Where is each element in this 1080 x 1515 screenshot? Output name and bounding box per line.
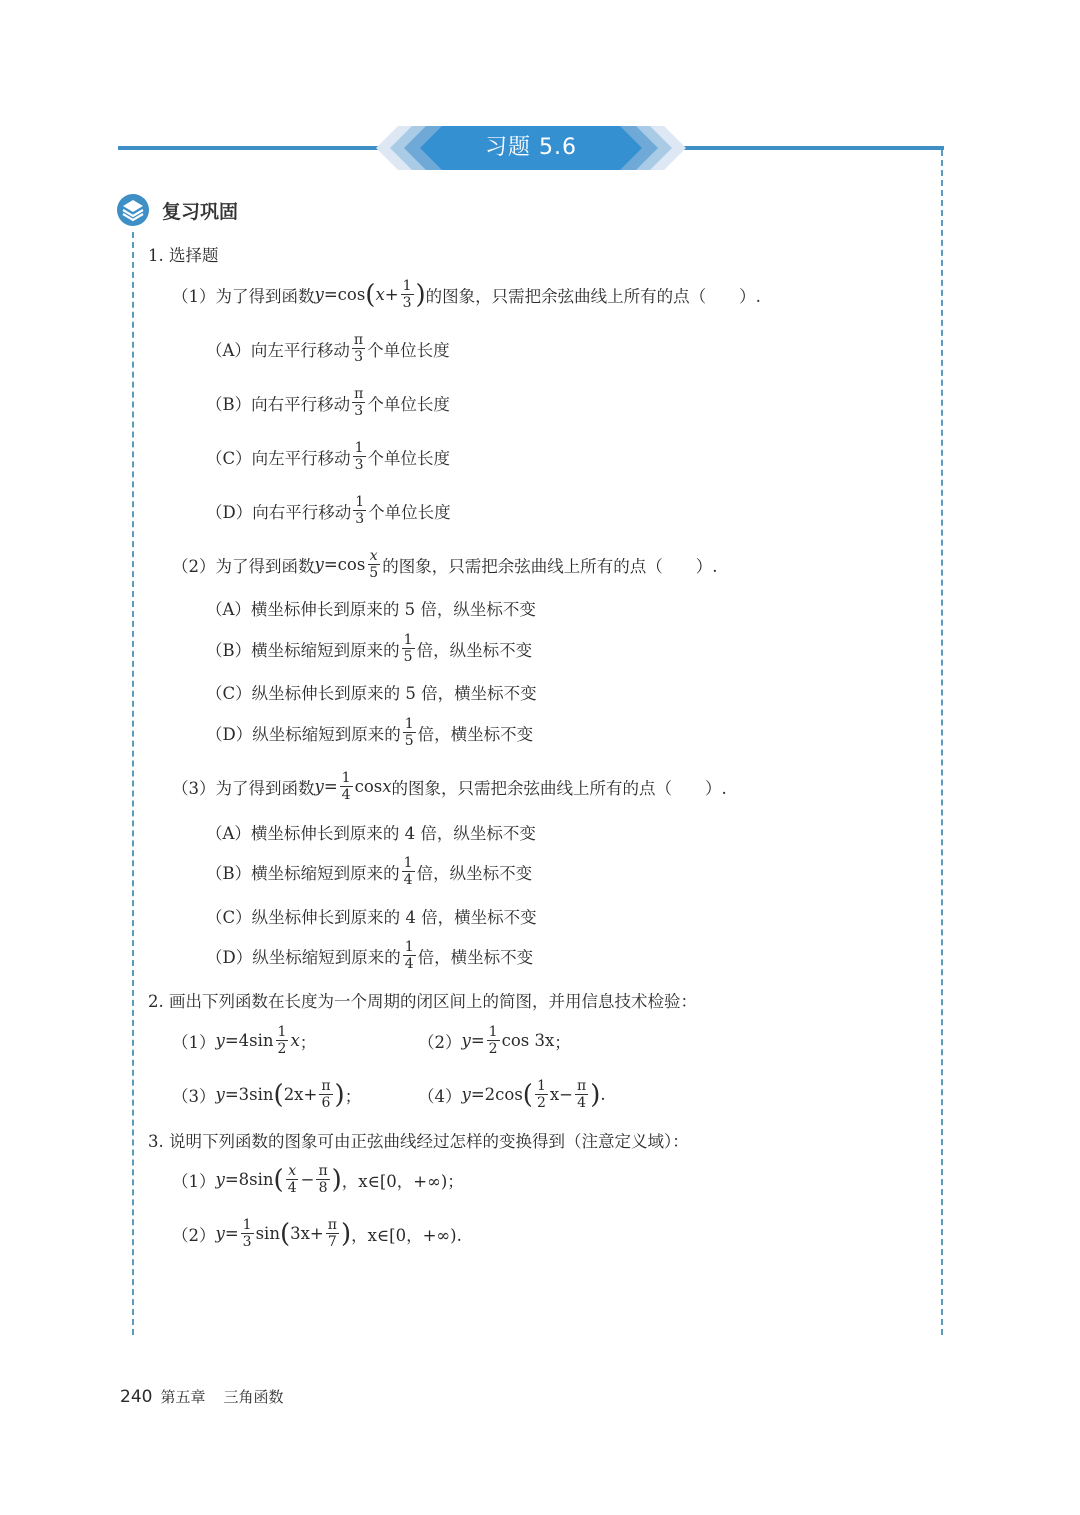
denominator: 3: [354, 403, 364, 419]
question-text: 的图象，只需把余弦曲线上所有的点（ ）.: [391, 778, 727, 798]
numerator: π: [318, 1163, 328, 1179]
numerator: 1: [341, 770, 351, 786]
section-header: [116, 192, 238, 228]
option-text: 向左平行移动: [250, 340, 350, 360]
denominator: 5: [404, 733, 414, 749]
layers-icon: [116, 193, 150, 227]
paren-open: (: [273, 1079, 284, 1110]
option-1-1-d: [206, 494, 451, 527]
option-1-3-c: [206, 904, 537, 928]
option-1-3-d: [206, 939, 533, 972]
question-3-1: [172, 1163, 464, 1196]
numerator: x: [369, 548, 378, 564]
exercise-banner: [376, 126, 686, 170]
math-text: =2cos: [470, 1085, 523, 1104]
option-1-2-b: [206, 632, 532, 665]
paren-open: (: [273, 1164, 284, 1195]
fraction: [575, 1078, 588, 1111]
sub-number: （3）: [172, 778, 216, 798]
question-2-2: [418, 1024, 571, 1057]
paren-close: ): [331, 1164, 342, 1195]
paren-close: ): [334, 1079, 345, 1110]
page-number: 240: [120, 1387, 153, 1407]
question-2-3: [172, 1078, 361, 1111]
denominator: 3: [355, 511, 365, 527]
numerator: π: [327, 1217, 337, 1233]
fraction: [401, 278, 414, 311]
math-text: =3sin: [224, 1085, 274, 1104]
option-text: 个单位长度: [367, 394, 450, 414]
math-text: =: [224, 1224, 239, 1243]
numerator: 1: [488, 1024, 498, 1040]
question-1-3: [172, 770, 727, 803]
question-2-4: [418, 1078, 606, 1111]
question-1-label: [148, 242, 219, 266]
option-text: 倍，横坐标不变: [417, 947, 534, 967]
option-text: 向右平行移动: [251, 394, 351, 414]
fraction: [402, 855, 415, 888]
math-var: y: [215, 1224, 225, 1243]
fraction: [403, 939, 416, 972]
math-op: +: [384, 285, 399, 304]
fraction: [319, 1078, 332, 1111]
numerator: 1: [404, 716, 414, 732]
option-text: 倍，横坐标不变: [417, 724, 534, 744]
question-text: 的图象，只需把余弦曲线上所有的点（ ）.: [425, 286, 761, 306]
numerator: 1: [355, 494, 365, 510]
domain-text: ，x∈[0，+∞).: [351, 1225, 462, 1245]
option-label: （C）: [206, 684, 252, 703]
option-text: 横坐标缩短到原来的: [251, 863, 400, 883]
option-1-2-a: [206, 596, 536, 620]
math-var: y: [215, 1031, 225, 1050]
paren-close: ): [415, 279, 426, 310]
section-title: 复习巩固: [162, 200, 239, 223]
math-var: y: [314, 285, 324, 304]
punct: ；: [554, 1032, 571, 1052]
question-3-2: [172, 1217, 462, 1250]
numerator: 1: [242, 1217, 252, 1233]
numerator: 1: [277, 1024, 287, 1040]
punct: ；: [344, 1086, 362, 1106]
denominator: 5: [403, 649, 413, 665]
fraction: [367, 548, 380, 581]
option-text: 向左平行移动: [251, 448, 351, 468]
fraction: [286, 1163, 299, 1196]
option-1-3-b: [206, 855, 532, 888]
fraction: [340, 770, 353, 803]
frame-left-dashed-line: [132, 232, 134, 1335]
math-text: 2x+: [283, 1085, 318, 1104]
option-1-1-b: [206, 386, 450, 419]
option-text: 纵坐标伸长到原来的 4 倍，横坐标不变: [251, 908, 537, 927]
math-text: 3x+: [290, 1224, 324, 1243]
math-text: =cos: [323, 285, 366, 304]
option-text: 横坐标伸长到原来的 4 倍，纵坐标不变: [250, 824, 536, 843]
option-text: 个单位长度: [367, 340, 450, 360]
math-var: y: [215, 1170, 225, 1189]
denominator: 8: [318, 1180, 328, 1196]
option-1-1-c: [206, 440, 450, 473]
math-var: x: [375, 285, 385, 304]
question-2-1: [172, 1024, 316, 1057]
numerator: x: [288, 1163, 297, 1179]
denominator: 3: [354, 457, 364, 473]
math-text: cos 3x: [501, 1031, 555, 1050]
math-text: =: [470, 1031, 485, 1050]
chapter-label: 第五章: [160, 1388, 206, 1406]
option-label: （D）: [206, 947, 253, 967]
denominator: 3: [242, 1234, 252, 1250]
math-text: =4sin: [224, 1031, 274, 1050]
fraction: [535, 1078, 548, 1111]
numerator: π: [321, 1078, 331, 1094]
option-1-1-a: [206, 332, 450, 365]
math-var: y: [314, 777, 324, 796]
denominator: 5: [369, 565, 379, 581]
option-text: 横坐标缩短到原来的: [251, 640, 400, 660]
denominator: 3: [402, 295, 412, 311]
option-label: （B）: [206, 640, 252, 660]
question-text: 为了得到函数: [215, 556, 315, 576]
domain-text: ，x∈[0，+∞)；: [341, 1171, 464, 1191]
paren-close: ): [340, 1218, 352, 1249]
fraction: [276, 1024, 289, 1057]
page-footer: [120, 1386, 283, 1407]
numerator: π: [577, 1078, 587, 1094]
header-rule-left: [118, 146, 380, 150]
paren-open: (: [365, 279, 376, 310]
sub-number: （4）: [418, 1086, 462, 1106]
fraction: [403, 716, 416, 749]
option-label: （B）: [206, 394, 252, 414]
option-text: 倍，纵坐标不变: [416, 640, 533, 660]
fraction: [316, 1163, 329, 1196]
denominator: 4: [403, 872, 413, 888]
option-text: 倍，纵坐标不变: [416, 863, 533, 883]
fraction: [352, 332, 365, 365]
punct: ；: [299, 1032, 317, 1052]
question-2-text: 2. 画出下列函数在长度为一个周期的闭区间上的简图，并用信息技术检验：: [148, 992, 697, 1011]
option-1-3-a: [206, 820, 536, 844]
numerator: π: [354, 386, 364, 402]
paren-open: (: [522, 1079, 533, 1110]
option-label: （B）: [206, 863, 252, 883]
denominator: 2: [277, 1041, 287, 1057]
denominator: 4: [404, 956, 414, 972]
option-label: （A）: [206, 340, 251, 360]
option-label: （D）: [206, 502, 253, 522]
option-label: （D）: [206, 724, 253, 744]
denominator: 4: [577, 1095, 587, 1111]
sub-number: （2）: [418, 1032, 462, 1052]
numerator: 1: [403, 632, 413, 648]
question-2-label: [148, 988, 697, 1012]
fraction: [353, 494, 366, 527]
fraction: [353, 440, 366, 473]
denominator: 6: [321, 1095, 331, 1111]
denominator: 2: [488, 1041, 498, 1057]
math-var: x: [382, 777, 392, 796]
option-text: 纵坐标伸长到原来的 5 倍，横坐标不变: [251, 684, 537, 703]
question-text: 为了得到函数: [215, 286, 315, 306]
math-var: y: [461, 1031, 471, 1050]
denominator: 7: [327, 1234, 337, 1250]
fraction: [402, 632, 415, 665]
sub-number: （2）: [172, 1225, 216, 1245]
punct: .: [600, 1085, 606, 1104]
denominator: 3: [354, 349, 363, 365]
denominator: 2: [536, 1095, 546, 1111]
numerator: 1: [354, 440, 364, 456]
header-rule-right: [682, 146, 944, 150]
math-var: y: [314, 555, 324, 574]
math-var: y: [215, 1085, 225, 1104]
math-text: =cos: [323, 555, 366, 574]
sub-number: （3）: [172, 1086, 216, 1106]
numerator: 1: [536, 1078, 546, 1094]
paren-open: (: [279, 1218, 291, 1249]
math-op: −: [300, 1170, 315, 1189]
fraction: [326, 1217, 339, 1250]
math-text: cos: [354, 777, 383, 796]
denominator: 4: [341, 787, 351, 803]
fraction: [241, 1217, 254, 1250]
question-1-1: [172, 278, 761, 311]
numerator: 1: [404, 939, 414, 955]
option-text: 横坐标伸长到原来的 5 倍，纵坐标不变: [250, 600, 536, 619]
denominator: 4: [287, 1180, 297, 1196]
question-3-text: 3. 说明下列函数的图象可由正弦曲线经过怎样的变换得到（注意定义域）：: [148, 1132, 689, 1151]
numerator: 1: [402, 278, 412, 294]
numerator: π: [353, 332, 364, 348]
paren-close: ): [590, 1079, 601, 1110]
math-var: x: [290, 1031, 300, 1050]
option-text: 纵坐标缩短到原来的: [252, 724, 401, 744]
option-label: （A）: [206, 824, 251, 843]
option-label: （C）: [206, 908, 252, 927]
sub-number: （1）: [172, 1171, 216, 1191]
option-text: 个单位长度: [367, 448, 451, 468]
math-var: y: [461, 1085, 471, 1104]
question-3-label: [148, 1128, 689, 1152]
option-1-2-d: [206, 716, 533, 749]
chapter-title: 三角函数: [223, 1388, 284, 1406]
question-1-text: 1. 选择题: [148, 246, 219, 265]
sub-number: （1）: [172, 286, 216, 306]
option-1-2-c: [206, 680, 537, 704]
sub-number: （1）: [172, 1032, 216, 1052]
math-text: sin: [255, 1224, 280, 1243]
numerator: 1: [403, 855, 413, 871]
option-label: （A）: [206, 600, 251, 619]
option-label: （C）: [206, 448, 252, 468]
fraction: [487, 1024, 500, 1057]
option-text: 纵坐标缩短到原来的: [252, 947, 401, 967]
math-text: =: [323, 777, 338, 796]
math-text: =8sin: [224, 1170, 274, 1189]
sub-number: （2）: [172, 556, 216, 576]
option-text: 个单位长度: [368, 502, 451, 522]
option-text: 向右平行移动: [252, 502, 352, 522]
question-text: 的图象，只需把余弦曲线上所有的点（ ）.: [382, 556, 718, 576]
fraction: [352, 386, 365, 419]
question-1-2: [172, 548, 717, 581]
question-text: 为了得到函数: [215, 778, 315, 798]
frame-right-dashed-line: [941, 150, 943, 1335]
exercise-title: 习题 5.6: [485, 135, 577, 160]
math-text: x−: [549, 1085, 574, 1104]
